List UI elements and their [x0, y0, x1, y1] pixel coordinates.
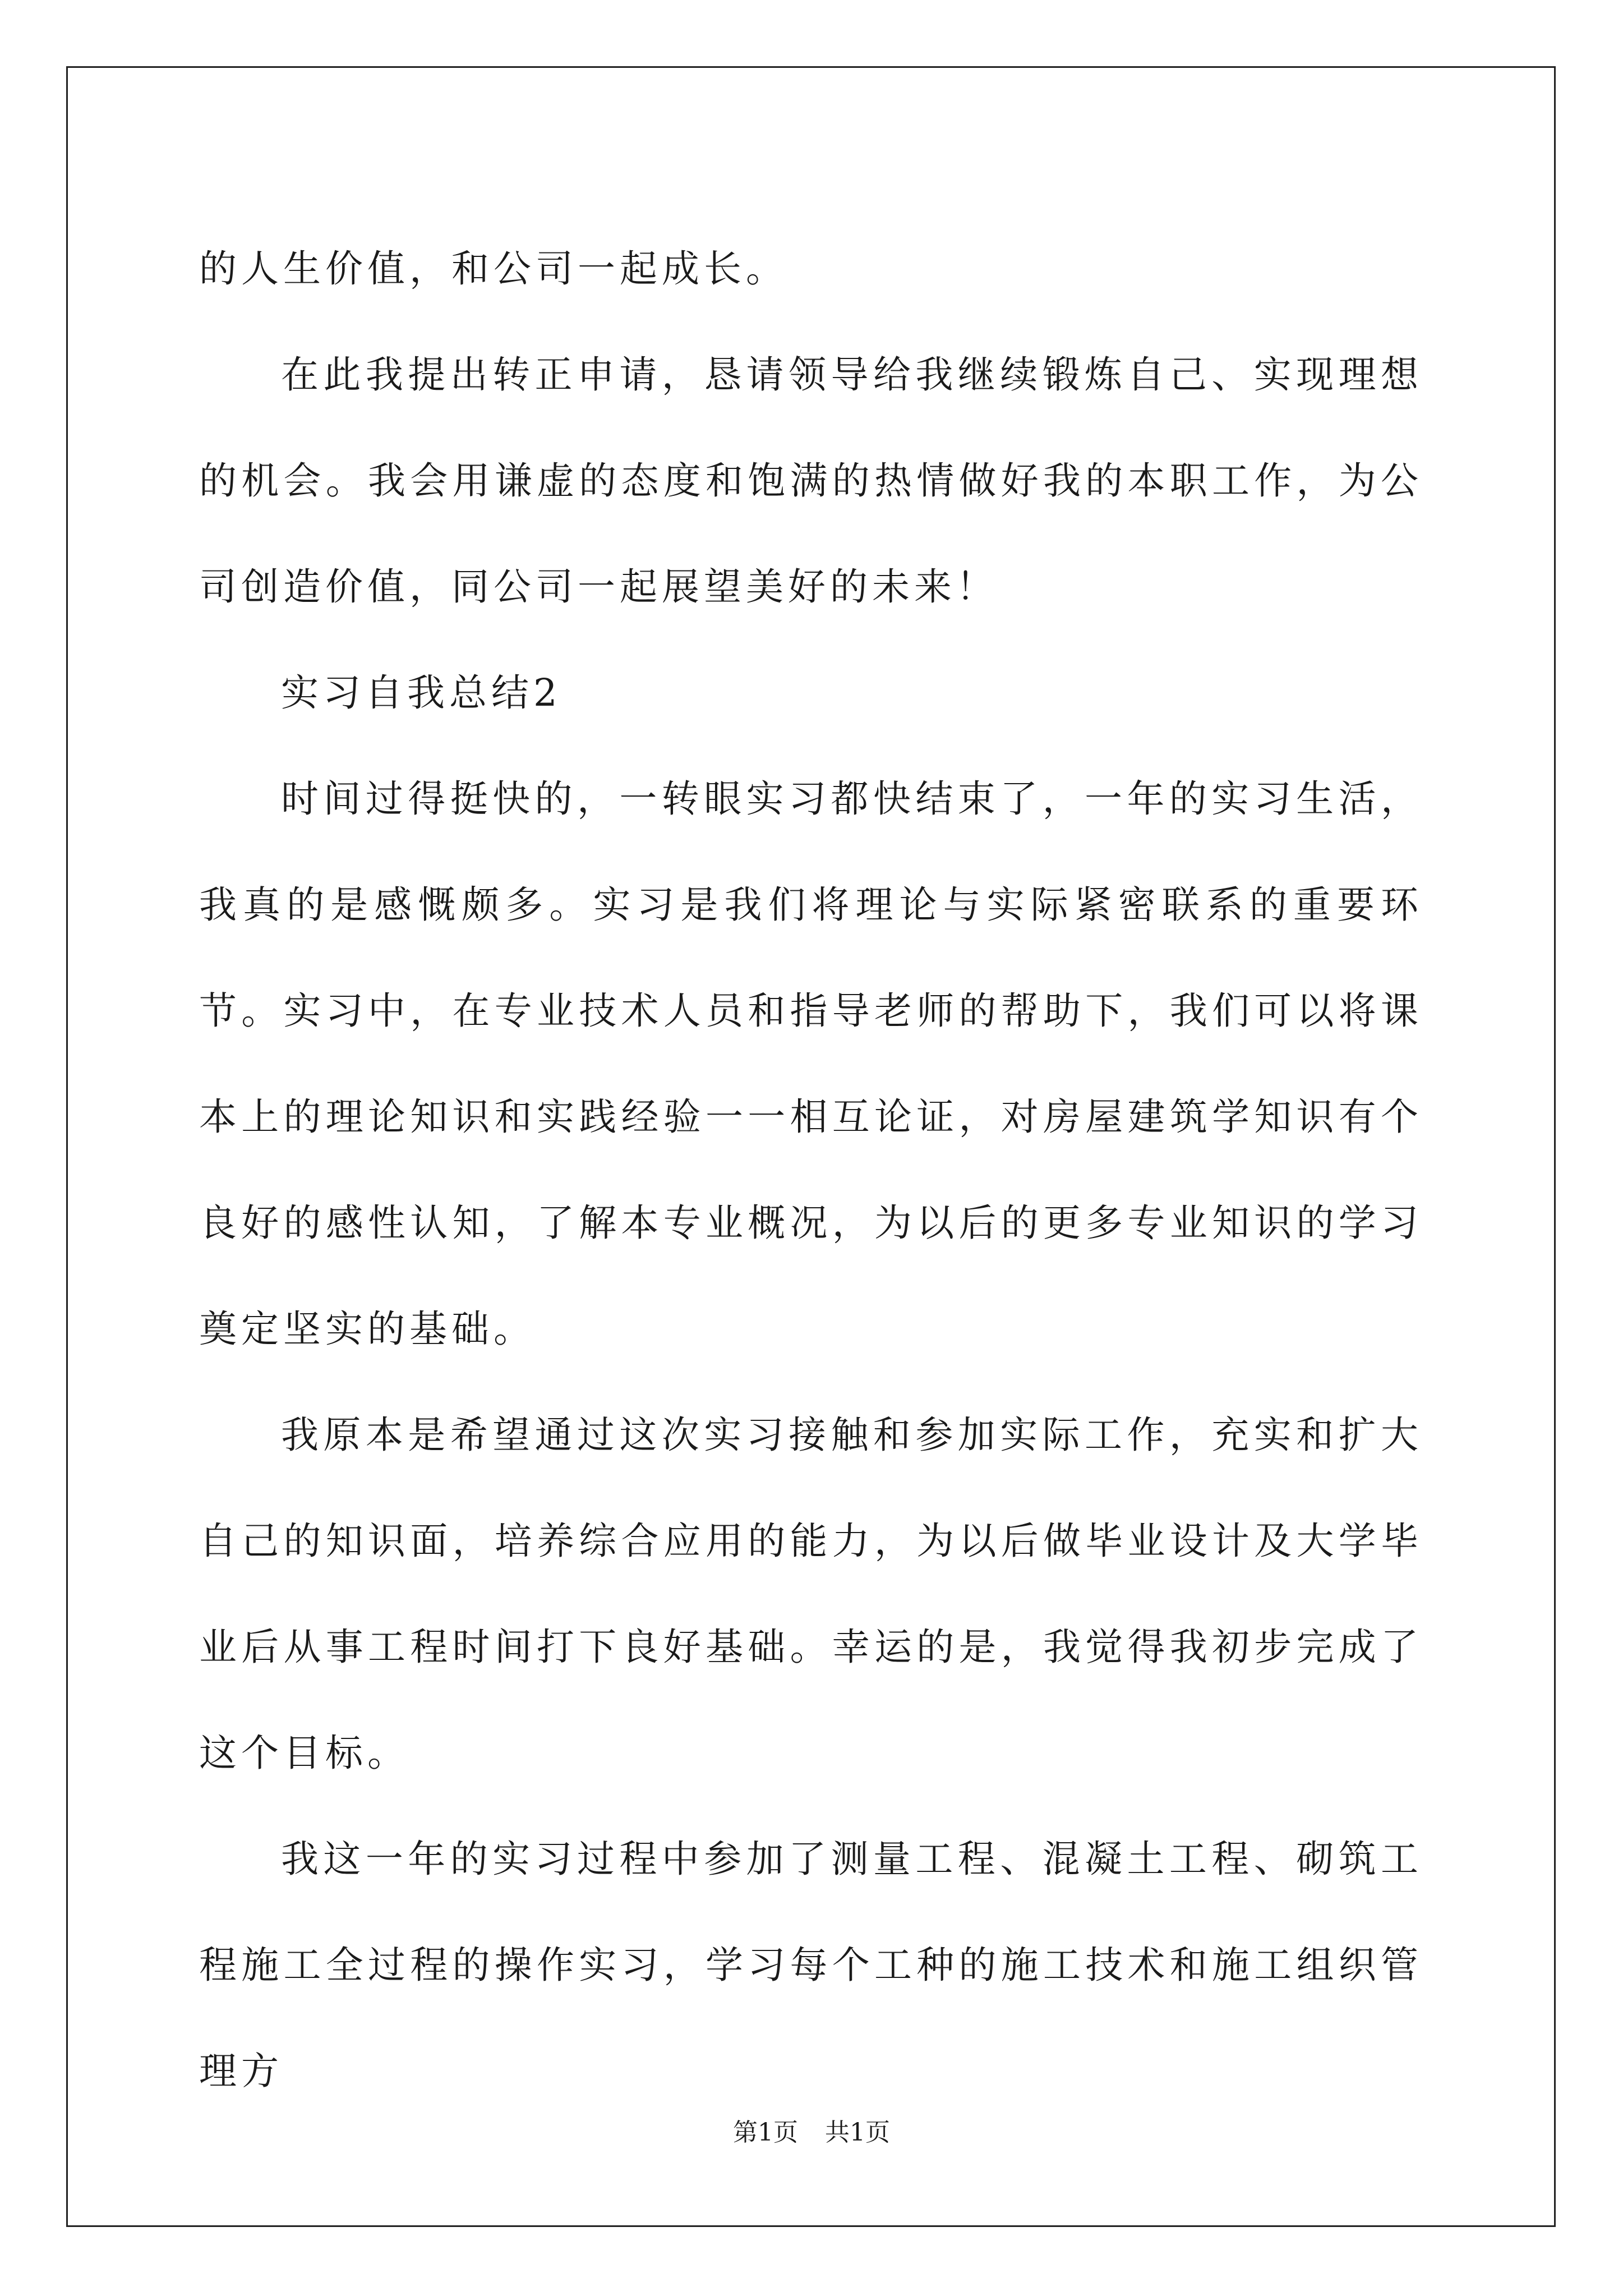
paragraph-4: 我原本是希望通过这次实习接触和参加实际工作，充实和扩大自己的知识面，培养综合应用的能力，为以后做毕业设计及大学毕业后从事工程时间打下良好基础。幸运的是，我觉得我初步完成了这个目标。	[199, 1413, 1423, 1775]
paragraph-5: 我这一年的实习过程中参加了测量工程、混凝土工程、砌筑工程施工全过程的操作实习，学习每个工种的施工技术和施工组织管理方	[199, 1837, 1423, 2093]
section-heading: 实习自我总结2	[281, 671, 562, 715]
page-footer	[0, 2116, 1623, 2150]
page-total: 共1页	[825, 2118, 890, 2147]
paragraph-1: 的人生价值，和公司一起成长。	[199, 247, 788, 291]
paragraph-2: 在此我提出转正申请，恳请领导给我继续锻炼自己、实现理想的机会。我会用谦虚的态度和饱满的热情做好我的本职工作，为公司创造价值，同公司一起展望美好的未来！	[199, 353, 1423, 609]
document-body	[199, 216, 1423, 2124]
page-number: 第1页	[733, 2118, 798, 2147]
paragraph-3: 时间过得挺快的，一转眼实习都快结束了，一年的实习生活，我真的是感慨颇多。实习是我们将理论与实际紧密联系的重要环节。实习中，在专业技术人员和指导老师的帮助下，我们可以将课本上的理论知识和实践经验一一相互论证，对房屋建筑学知识有个良好的感性认知，了解本专业概况，为以后的更多专业知识的学习奠定坚实的基础。	[199, 777, 1423, 1351]
